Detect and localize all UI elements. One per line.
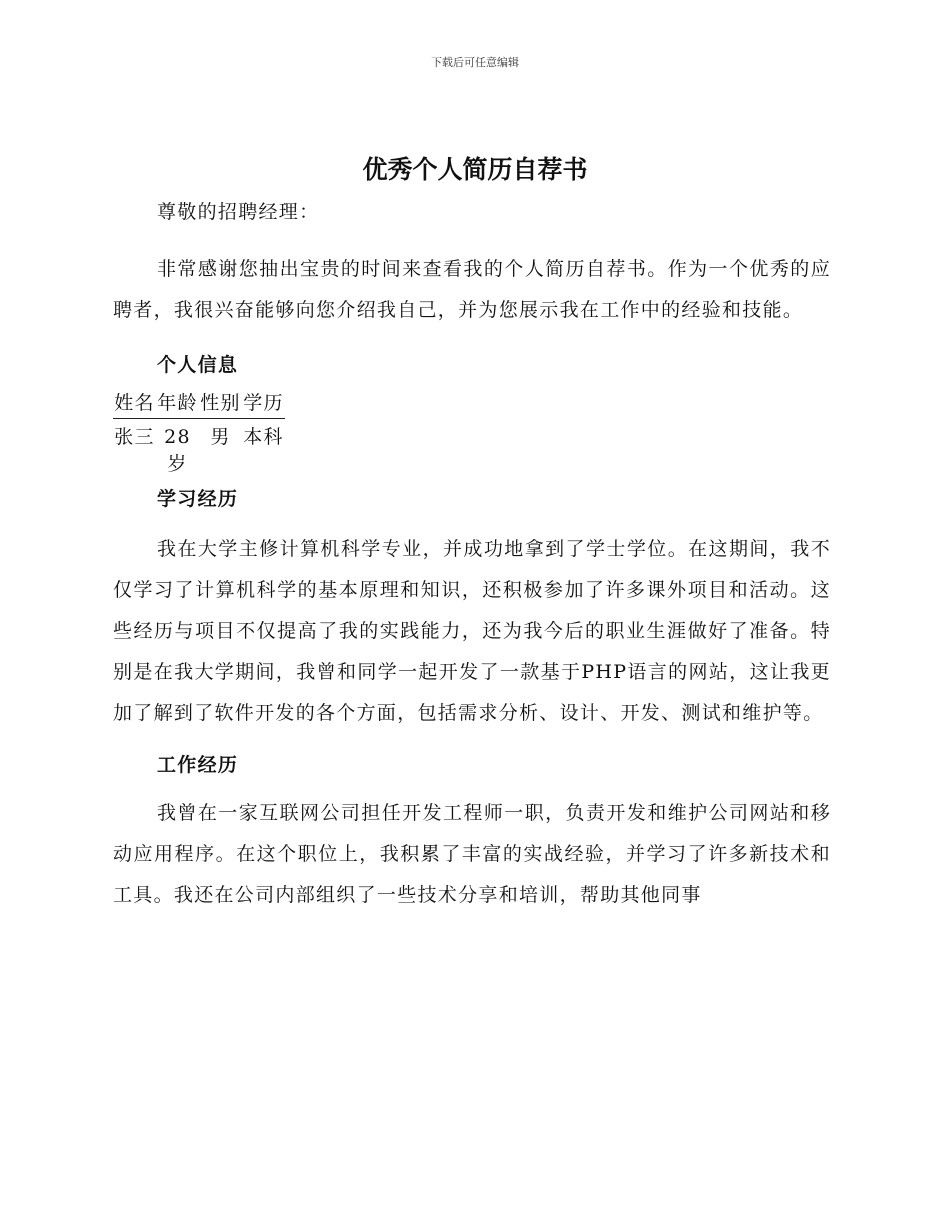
education-paragraph: 我在大学主修计算机科学专业，并成功地拿到了学士学位。在这期间，我不仅学习了计算机科学的基本原理和知识，还积极参加了许多课外项目和活动。这些经历与项目不仅提高了我的实践能力，还为我今后的职业生涯做好了准备。特别是在我大学期间，我曾和同学一起开发了一款基于PHP语言的网站，这让我更加了解到了软件开发的各个方面，包括需求分析、设计、开发、测试和维护等。 (113, 538, 831, 724)
intro-paragraph: 非常感谢您抽出宝贵的时间来查看我的个人简历自荐书。作为一个优秀的应聘者，我很兴奋能够向您介绍我自己，并为您展示我在工作中的经验和技能。 (113, 258, 831, 321)
page-header-note: 下载后可任意编辑 (431, 56, 519, 69)
table-row (113, 419, 285, 480)
cell-age: 28岁 (164, 426, 191, 475)
col-age-header: 年龄 (157, 392, 198, 414)
table-header-row (113, 389, 285, 419)
personal-info-table (113, 389, 285, 479)
cell-degree: 本科 (243, 426, 284, 448)
document-title: 优秀个人简历自荐书 (362, 155, 588, 184)
col-degree-header: 学历 (243, 392, 284, 414)
cell-name: 张三 (114, 426, 155, 448)
document-body (113, 195, 831, 916)
work-heading: 工作经历 (157, 754, 239, 776)
salutation: 尊敬的招聘经理： (157, 201, 320, 223)
col-gender-header: 性别 (200, 392, 241, 414)
cell-gender: 男 (210, 426, 231, 448)
col-name-header: 姓名 (114, 392, 155, 414)
work-paragraph: 我曾在一家互联网公司担任开发工程师一职，负责开发和维护公司网站和移动应用程序。在这个职位上，我积累了丰富的实战经验，并学习了许多新技术和工具。我还在公司内部组织了一些技术分享和培训，帮助其他同事 (113, 802, 831, 906)
personal-info-heading: 个人信息 (157, 354, 239, 376)
education-heading: 学习经历 (157, 488, 239, 510)
